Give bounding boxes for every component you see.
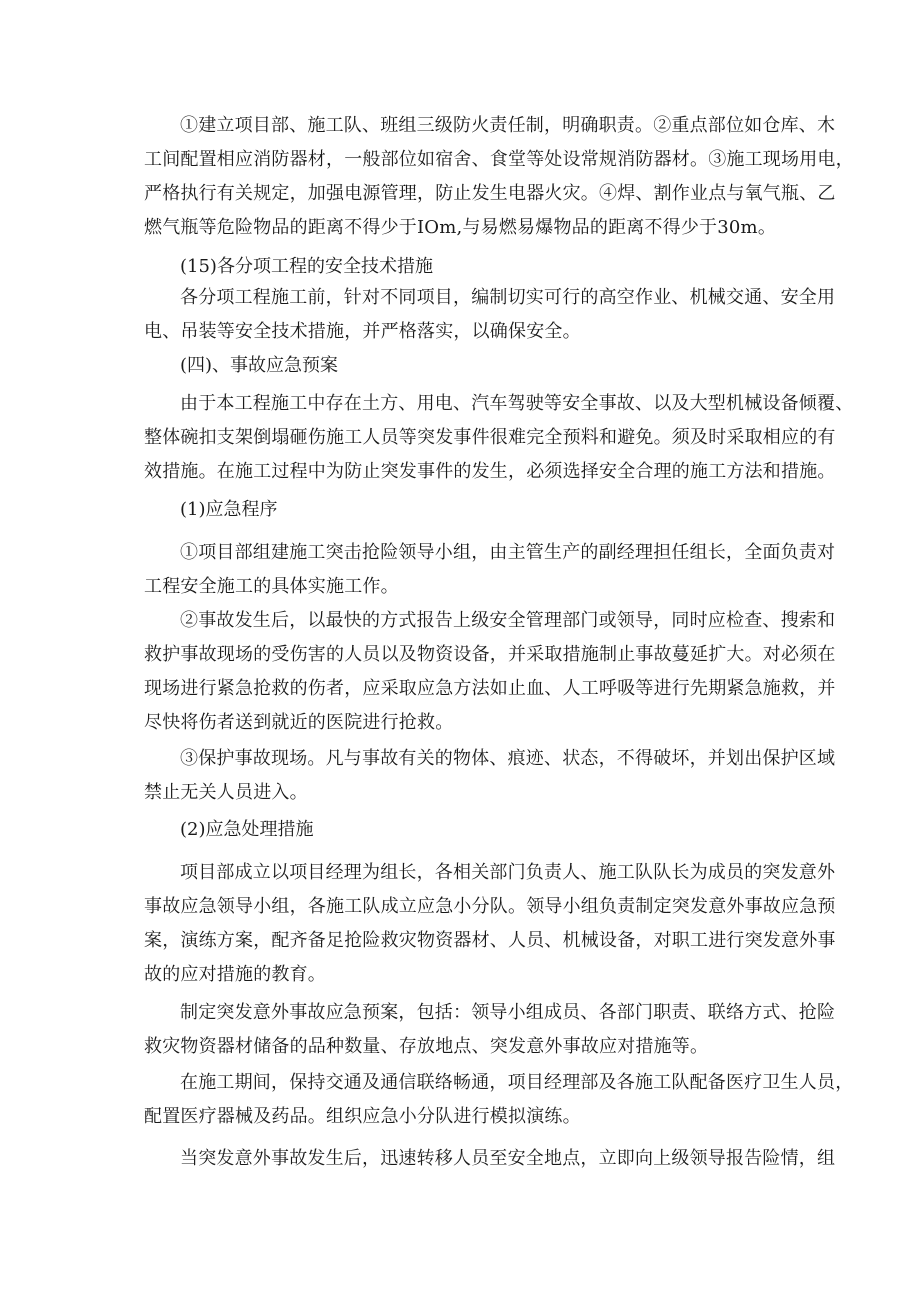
- heading-15: (15)各分项工程的安全技术措施: [180, 256, 433, 277]
- text-line: 现场进行紧急抢救的伤者，应采取应急方法如止血、人工呼吸等进行先期紧急施救，并: [144, 678, 836, 699]
- text-line: 项目部成立以项目经理为组长，各相关部门负责人、施工队队长为成员的突发意外: [180, 862, 836, 883]
- text-line: 工间配置相应消防器材，一般部位如宿舍、食堂等处设常规消防器材。③施工现场用电，: [144, 149, 854, 170]
- text-line: 制定突发意外事故应急预案，包括：领导小组成员、各部门职责、联络方式、抢险: [180, 1002, 836, 1023]
- text-line: 尽快将伤者送到就近的医院进行抢救。: [144, 712, 454, 733]
- paragraph-subproject-measures: [144, 281, 836, 349]
- paragraph-measures-3: [144, 1066, 854, 1134]
- text-line: 救灾物资器材储备的品种数量、存放地点、突发意外事故应对措施等。: [144, 1036, 709, 1057]
- text-line: 救护事故现场的受伤害的人员以及物资设备，并采取措施制止事故蔓延扩大。对必须在: [144, 644, 836, 665]
- text-line: 故的应对措施的教育。: [144, 964, 326, 985]
- text-line: 配置医疗器械及药品。组织应急小分队进行模拟演练。: [144, 1106, 581, 1127]
- text-line: 电、吊装等安全技术措施，并严格落实，以确保安全。: [144, 321, 581, 342]
- text-line: 在施工期间，保持交通及通信联络畅通，项目经理部及各施工队配备医疗卫生人员，: [180, 1072, 854, 1093]
- paragraph-measures-4: [144, 1142, 836, 1176]
- text-line: 严格执行有关规定，加强电源管理，防止发生电器火灾。④焊、割作业点与氧气瓶、乙: [144, 183, 836, 204]
- paragraph-measures-2: [144, 996, 836, 1064]
- text-line: ②事故发生后，以最快的方式报告上级安全管理部门或领导，同时应检查、搜索和: [180, 610, 836, 631]
- text-line: 事故应急领导小组，各施工队成立应急小分队。领导小组负责制定突发意外事故应急预: [144, 896, 836, 917]
- text-line: 禁止无关人员进入。: [144, 782, 308, 803]
- text-line: 各分项工程施工前，针对不同项目，编制切实可行的高空作业、机械交通、安全用: [180, 287, 836, 308]
- text-line: 燃气瓶等危险物品的距离不得少于IOm,与易燃易爆物品的距离不得少于30m。: [144, 217, 777, 238]
- heading-emergency-procedure: (1)应急程序: [180, 499, 278, 520]
- heading-emergency-plan: (四)、事故应急预案: [180, 355, 339, 376]
- text-line: ③保护事故现场。凡与事故有关的物体、痕迹、状态，不得破坏，并划出保护区域: [180, 748, 836, 769]
- text-line: 整体碗扣支架倒塌砸伤施工人员等突发事件很难完全预料和避免。须及时采取相应的有: [144, 427, 836, 448]
- paragraph-procedure-3: [144, 742, 836, 810]
- text-line: 当突发意外事故发生后，迅速转移人员至安全地点，立即向上级领导报告险情，组: [180, 1148, 836, 1169]
- paragraph-procedure-2: [144, 604, 836, 740]
- paragraph-measures-1: [144, 856, 836, 992]
- text-line: 效措施。在施工过程中为防止突发事件的发生，必须选择安全合理的施工方法和措施。: [144, 461, 836, 482]
- heading-emergency-measures: (2)应急处理措施: [180, 819, 314, 840]
- text-line: 由于本工程施工中存在土方、用电、汽车驾驶等安全事故、以及大型机械设备倾覆、: [180, 393, 854, 414]
- text-line: ①建立项目部、施工队、班组三级防火责任制，明确职责。②重点部位如仓库、木: [180, 115, 836, 136]
- paragraph-fire-safety: [144, 109, 854, 245]
- text-line: ①项目部组建施工突击抢险领导小组，由主管生产的副经理担任组长，全面负责对: [180, 542, 836, 563]
- paragraph-emergency-intro: [144, 387, 854, 489]
- text-line: 案，演练方案，配齐备足抢险救灾物资器材、人员、机械设备，对职工进行突发意外事: [144, 930, 836, 951]
- paragraph-procedure-1: [144, 536, 836, 604]
- text-line: 工程安全施工的具体实施工作。: [144, 576, 399, 597]
